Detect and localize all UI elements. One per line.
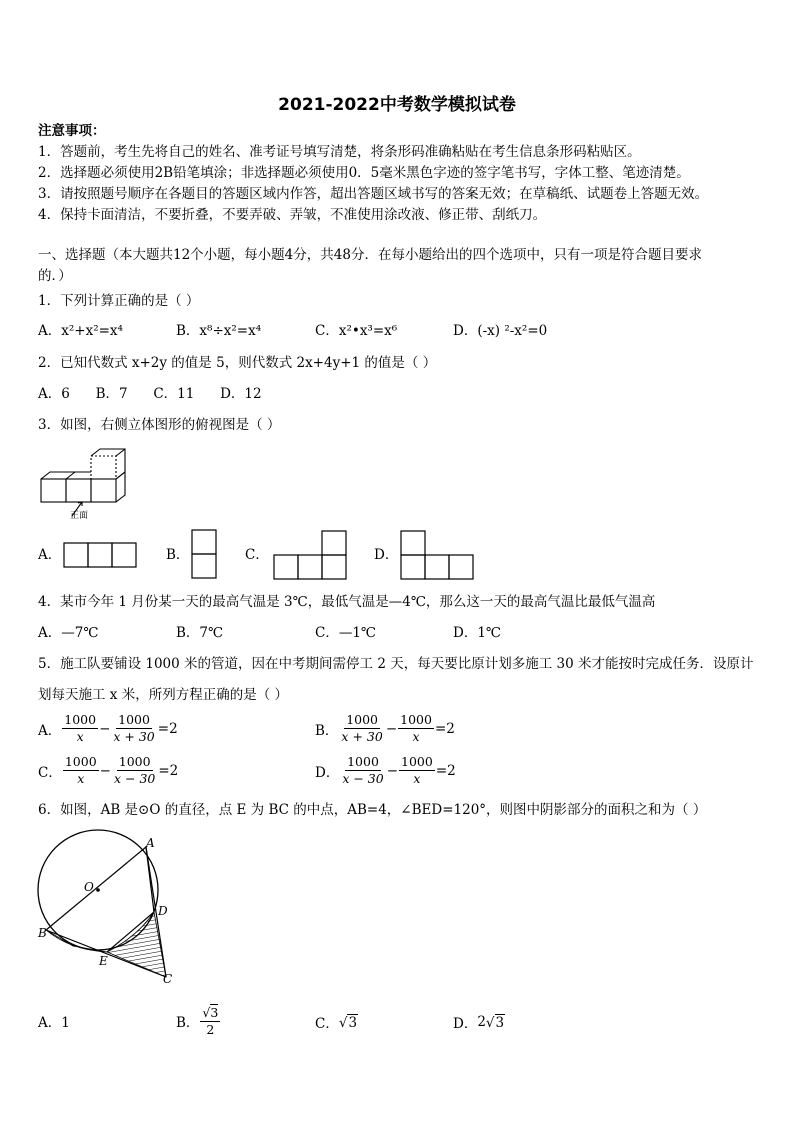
fraction: $\frac{1000}{x - 30}$ — [113, 754, 156, 786]
section-heading-line1: 一、选择题（本大题共12个小题，每小题4分，共48分．在每小题给出的四个选项中，只有一项是符合题目要求 — [38, 247, 702, 263]
point-label-b: B — [38, 926, 47, 940]
q6-option-d[interactable]: D． 2 √ 3 — [453, 1014, 505, 1032]
notice-heading: 注意事项： — [38, 123, 106, 139]
q5-stem-line2: 划每天施工 x 米，所列方程正确的是（ ） — [38, 687, 288, 703]
q5-option-c-label: C． — [38, 764, 62, 781]
sqrt-icon: √ — [485, 1014, 495, 1031]
point-label-d: D — [158, 904, 168, 918]
q4-stem: 4．某市今年 1 月份某一天的最高气温是 3℃，最低气温是—4℃，那么这一天的最高气温比最低气温高 — [38, 594, 656, 610]
notice-item-3: 3．请按照题号顺序在各题目的答题区域内作答，超出答题区域书写的答案无效；在草稿纸、试题卷上答题无效。 — [38, 186, 709, 202]
sqrt-icon: √ — [202, 1005, 211, 1020]
q1-option-b[interactable]: B．x⁸÷x²=x⁴ — [176, 323, 262, 339]
q3-front-label: 正面 — [70, 511, 89, 521]
q6-option-c[interactable]: C． √ 3 — [315, 1012, 358, 1032]
q5-option-a[interactable]: A． $\frac{1000}{x}$ − $\frac{1000}{x + 30}$ =2 — [38, 712, 178, 744]
fraction: $\frac{1000}{x - 30}$ — [342, 754, 384, 786]
q3-option-b-label[interactable]: B． — [166, 547, 190, 563]
q1-option-c[interactable]: C．x²•x³=x⁶ — [315, 323, 398, 339]
fraction: $\frac{1000}{x}$ — [64, 712, 97, 744]
q3-stem: 3．如图，右侧立体图形的俯视图是（ ） — [38, 417, 281, 433]
q6-option-c-label: C． — [315, 1016, 339, 1032]
q3-option-a-figure[interactable] — [63, 542, 139, 568]
notice-item-4: 4．保持卡面清洁，不要折叠，不要弄破、弄皱，不准使用涂改液、修正带、刮纸刀。 — [38, 207, 547, 223]
q5-stem-line1: 5．施工队要铺设 1000 米的管道，因在中考期间需停工 2 天，每天要比原计划多施工 30 米才能按时完成任务．设原计 — [38, 656, 754, 672]
fraction: $\frac{1000}{x}$ — [401, 754, 433, 786]
q4-option-c[interactable]: C．—1℃ — [315, 625, 377, 641]
q3-option-d-label[interactable]: D． — [374, 547, 399, 563]
fraction: $\frac{1000}{x + 30}$ — [341, 712, 383, 744]
fraction: $\frac{1000}{x}$ — [64, 754, 97, 786]
fraction: $\frac{1000}{x + 30}$ — [113, 712, 155, 744]
q1-option-d[interactable]: D．(-x) ²-x²=0 — [453, 323, 548, 339]
fraction: $\frac{1000}{x}$ — [400, 712, 432, 744]
point-label-o: O — [84, 880, 94, 894]
sqrt-icon: √ — [338, 1014, 348, 1031]
q6-option-a[interactable]: A．1 — [38, 1015, 70, 1031]
q3-option-b-figure[interactable] — [191, 529, 219, 581]
q4-option-d[interactable]: D．1℃ — [453, 625, 502, 641]
q4-option-a[interactable]: A．—7℃ — [38, 625, 99, 641]
q3-option-d-figure[interactable] — [399, 530, 477, 581]
q3-option-a-label[interactable]: A． — [38, 547, 62, 563]
q3-option-c-label[interactable]: C． — [245, 547, 269, 563]
q1-stem: 1．下列计算正确的是（ ） — [38, 293, 200, 309]
q6-option-b[interactable] — [176, 1004, 221, 1038]
point-label-c: C — [163, 972, 173, 986]
q3-option-c-figure[interactable] — [271, 530, 349, 581]
fraction: √ 3 2 — [202, 1005, 219, 1037]
q5-option-b[interactable]: B． $\frac{1000}{x + 30}$ − $\frac{1000}{x}$ =2 — [315, 712, 455, 744]
q2-stem: 2．已知代数式 x+2y 的值是 5，则代数式 2x+4y+1 的值是（ ） — [38, 355, 437, 371]
q5-option-c[interactable]: C． $\frac{1000}{x}$ − $\frac{1000}{x - 30}$ =2 — [38, 754, 179, 786]
q5-option-d-label: D． — [315, 764, 340, 781]
q6-option-d-label: D． — [453, 1016, 478, 1032]
q5-option-a-label: A． — [38, 722, 62, 739]
q1-option-a[interactable]: A．x²+x²=x⁴ — [38, 323, 123, 339]
notice-item-2: 2．选择题必须使用2B铅笔填涂；非选择题必须使用0．5毫米黑色字迹的签字笔书写，字体工整、笔迹清楚。 — [38, 165, 690, 181]
q5-option-d[interactable]: D． $\frac{1000}{x - 30}$ − $\frac{1000}{x}$ =2 — [315, 754, 456, 786]
q4-option-b[interactable]: B．7℃ — [176, 625, 224, 641]
notice-item-1: 1．答题前，考生先将自己的姓名、准考证号填写清楚，将条形码准确粘贴在考生信息条形码粘贴区。 — [38, 144, 641, 160]
page-title: 2021-2022中考数学模拟试卷 — [278, 95, 516, 115]
point-label-a: A — [146, 836, 155, 850]
q6-stem: 6．如图，AB 是⊙O 的直径，点 E 为 BC 的中点，AB=4，∠BED=120°，则图中阴影部分的面积之和为（ ） — [38, 802, 707, 818]
q5-option-b-label: B． — [315, 722, 339, 739]
point-label-e: E — [99, 954, 108, 968]
section-heading-line2: 的．） — [38, 268, 72, 284]
q2-options[interactable]: A．6 B．7 C．11 D．12 — [38, 386, 262, 402]
q6-option-b-label: B． — [176, 1015, 200, 1031]
